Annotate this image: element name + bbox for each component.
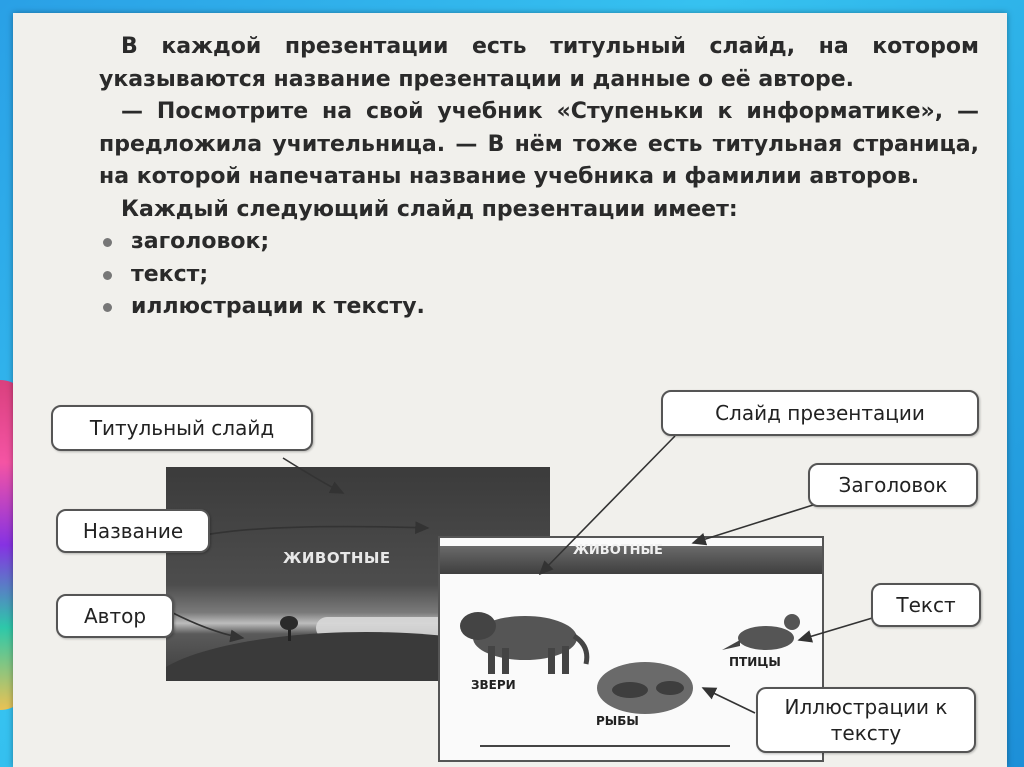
paragraph-title-slide: В каждой презентации есть титульный слайд, на котором указываются название презентации и данные о её авторе.: [99, 34, 979, 92]
bullet-item-heading: заголовок;: [99, 226, 979, 259]
fish-icon: [597, 662, 693, 714]
bullet-dot-icon: [103, 271, 112, 280]
tiger-icon: [460, 612, 587, 674]
callout-name: Название: [56, 509, 210, 553]
label-birds: ПТИЦЫ: [729, 655, 781, 669]
callout-heading: Заголовок: [808, 463, 978, 507]
title-slide-heading: ЖИВОТНЫЕ: [283, 549, 391, 567]
text-block: [99, 31, 979, 324]
bullet-item-illustrations: иллюстрации к тексту.: [99, 291, 979, 324]
paragraph-teacher: — Посмотрите на свой учебник «Ступеньки к информатике», — предложила учительница. — В нём тоже есть титульная страница, на которой напечатаны название учебника и фамилии авторов.: [99, 99, 979, 189]
bullet-dot-icon: [103, 238, 112, 247]
bullet-list: [99, 226, 979, 324]
label-fish: РЫБЫ: [596, 714, 639, 728]
callout-title-slide: Титульный слайд: [51, 405, 313, 451]
callout-illustrations: Иллюстрации к тексту: [756, 687, 976, 753]
pigeon-icon: [722, 614, 800, 650]
bullet-dot-icon: [103, 303, 112, 312]
callout-presentation-slide: Слайд презентации: [661, 390, 979, 436]
callout-author: Автор: [56, 594, 174, 638]
bullet-item-text: текст;: [99, 259, 979, 292]
callout-text: Текст: [871, 583, 981, 627]
label-beasts: ЗВЕРИ: [471, 678, 516, 692]
presentation-slide-heading: ЖИВОТНЫЕ: [573, 543, 663, 558]
paragraph-next-slide: Каждый следующий слайд презентации имеет:: [121, 196, 738, 222]
textbook-page: [13, 13, 1007, 767]
